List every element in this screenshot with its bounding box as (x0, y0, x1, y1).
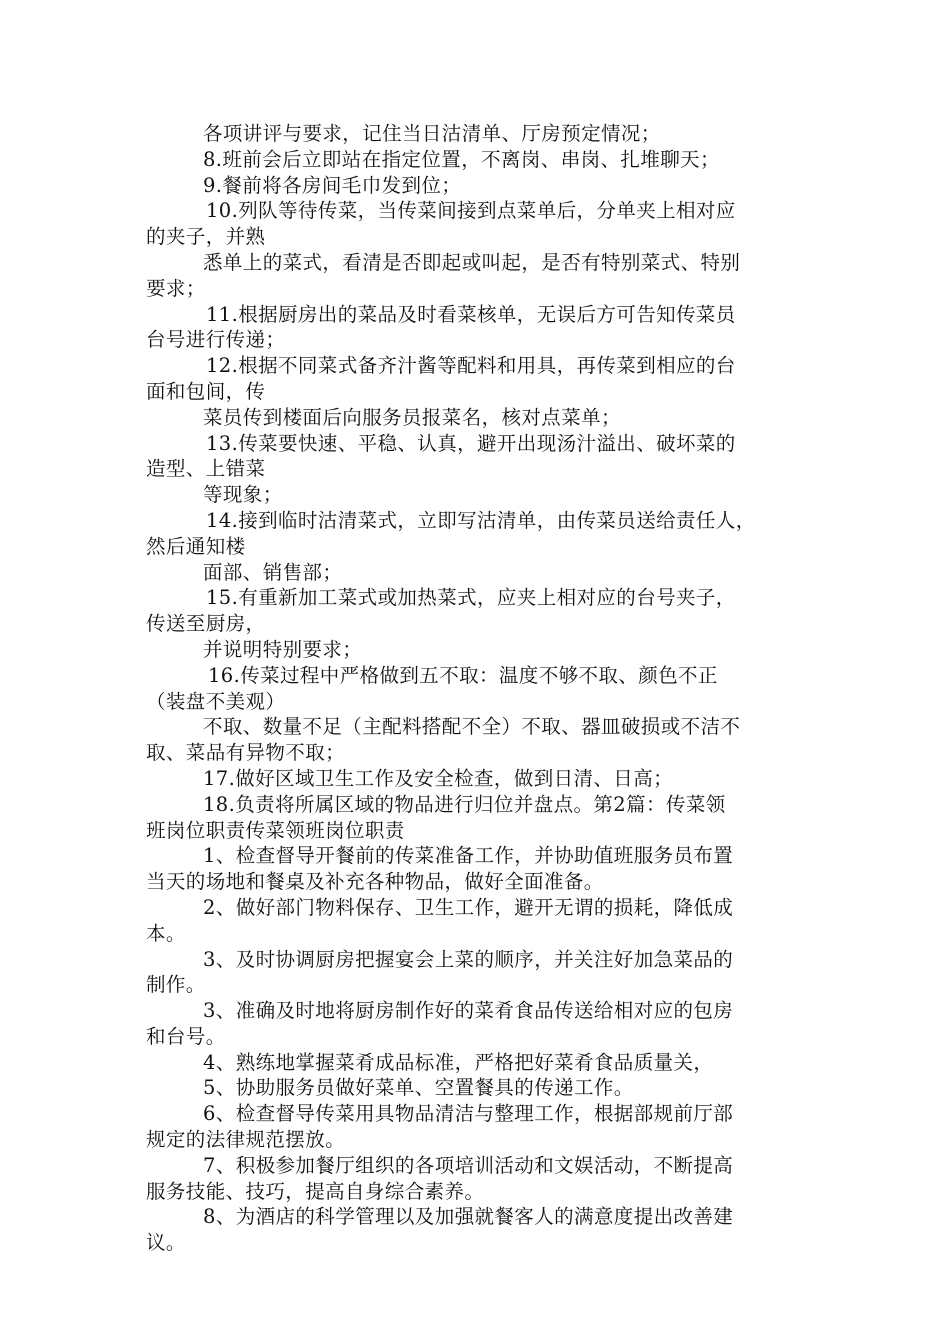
text-line: 18.负责将所属区域的物品进行归位并盘点。第2篇：传菜领 (203, 792, 726, 816)
text-line: 8.班前会后立即站在指定位置，不离岗、串岗、扎堆聊天； (203, 147, 720, 171)
text-line: 14.接到临时沽清菜式，立即写沽清单，由传菜员送给责任人， (206, 508, 756, 532)
text-line: 15.有重新加工菜式或加热菜式，应夹上相对应的台号夹子， (206, 586, 736, 610)
text-line: 菜员传到楼面后向服务员报菜名，核对点菜单； (203, 405, 621, 429)
text-line: 传送至厨房， (146, 612, 266, 636)
text-line: 规定的法律规范摆放。 (146, 1128, 346, 1152)
text-line: 要求； (146, 276, 206, 300)
text-line: （装盘不美观） (146, 689, 286, 713)
text-line: 班岗位职责传菜领班岗位职责 (146, 818, 405, 842)
text-line: 然后通知楼 (146, 534, 246, 558)
text-line: 17.做好区域卫生工作及安全检查，做到日清、日高； (203, 766, 674, 790)
text-line: 服务技能、技巧，提高自身综合素养。 (146, 1179, 485, 1203)
text-line: 16.传菜过程中严格做到五不取：温度不够不取、颜色不正 (208, 663, 718, 687)
text-line: 9.餐前将各房间毛巾发到位； (203, 173, 462, 197)
text-line: 议。 (146, 1231, 186, 1255)
text-line: 台号进行传递； (146, 328, 286, 352)
text-line: 各项讲评与要求，记住当日沽清单、厅房预定情况； (203, 122, 661, 145)
text-line: 的夹子，并熟 (146, 225, 266, 249)
text-line: 不取、数量不足（主配料搭配不全）不取、器皿破损或不洁不 (203, 715, 741, 739)
text-line: 面和包间，传 (146, 379, 266, 403)
text-line: 11.根据厨房出的菜品及时看菜核单，无误后方可告知传菜员 (206, 302, 736, 326)
text-line: 并说明特别要求； (203, 637, 363, 661)
text-line: 本。 (146, 921, 186, 945)
text-line: 等现象； (203, 483, 283, 507)
text-line: 7、积极参加餐厅组织的各项培训活动和文娱活动，不断提高 (203, 1153, 734, 1177)
text-line: 5、协助服务员做好菜单、空置餐具的传递工作。 (203, 1076, 634, 1100)
text-line: 12.根据不同菜式备齐汁酱等配料和用具，再传菜到相应的台 (206, 354, 736, 378)
text-line: 6、检查督导传菜用具物品清洁与整理工作，根据部规前厅部 (203, 1102, 734, 1126)
text-line: 3、及时协调厨房把握宴会上菜的顺序，并关注好加急菜品的 (203, 947, 734, 971)
document-body (146, 121, 810, 1256)
text-line: 和台号。 (146, 1024, 226, 1048)
text-line: 4、熟练地掌握菜肴成品标准，严格把好菜肴食品质量关， (203, 1050, 714, 1074)
text-line: 13.传菜要快速、平稳、认真，避开出现汤汁溢出、破坏菜的 (206, 431, 736, 455)
text-line: 3、准确及时地将厨房制作好的菜肴食品传送给相对应的包房 (203, 999, 734, 1023)
text-line: 悉单上的菜式，看清是否即起或叫起，是否有特别菜式、特别 (203, 250, 741, 274)
text-line: 1、检查督导开餐前的传菜准备工作，并协助值班服务员布置 (203, 844, 734, 868)
text-line: 2、做好部门物料保存、卫生工作，避开无谓的损耗，降低成 (203, 895, 734, 919)
text-line: 造型、上错菜 (146, 457, 266, 481)
text-line: 8、为酒店的科学管理以及加强就餐客人的满意度提出改善建 (203, 1205, 734, 1229)
text-line: 当天的场地和餐桌及补充各种物品，做好全面准备。 (146, 870, 604, 894)
text-line: 制作。 (146, 973, 206, 997)
text-line: 取、菜品有异物不取； (146, 741, 346, 765)
text-line: 面部、销售部； (203, 560, 343, 584)
text-line: 10.列队等待传菜，当传菜间接到点菜单后，分单夹上相对应 (206, 199, 736, 223)
